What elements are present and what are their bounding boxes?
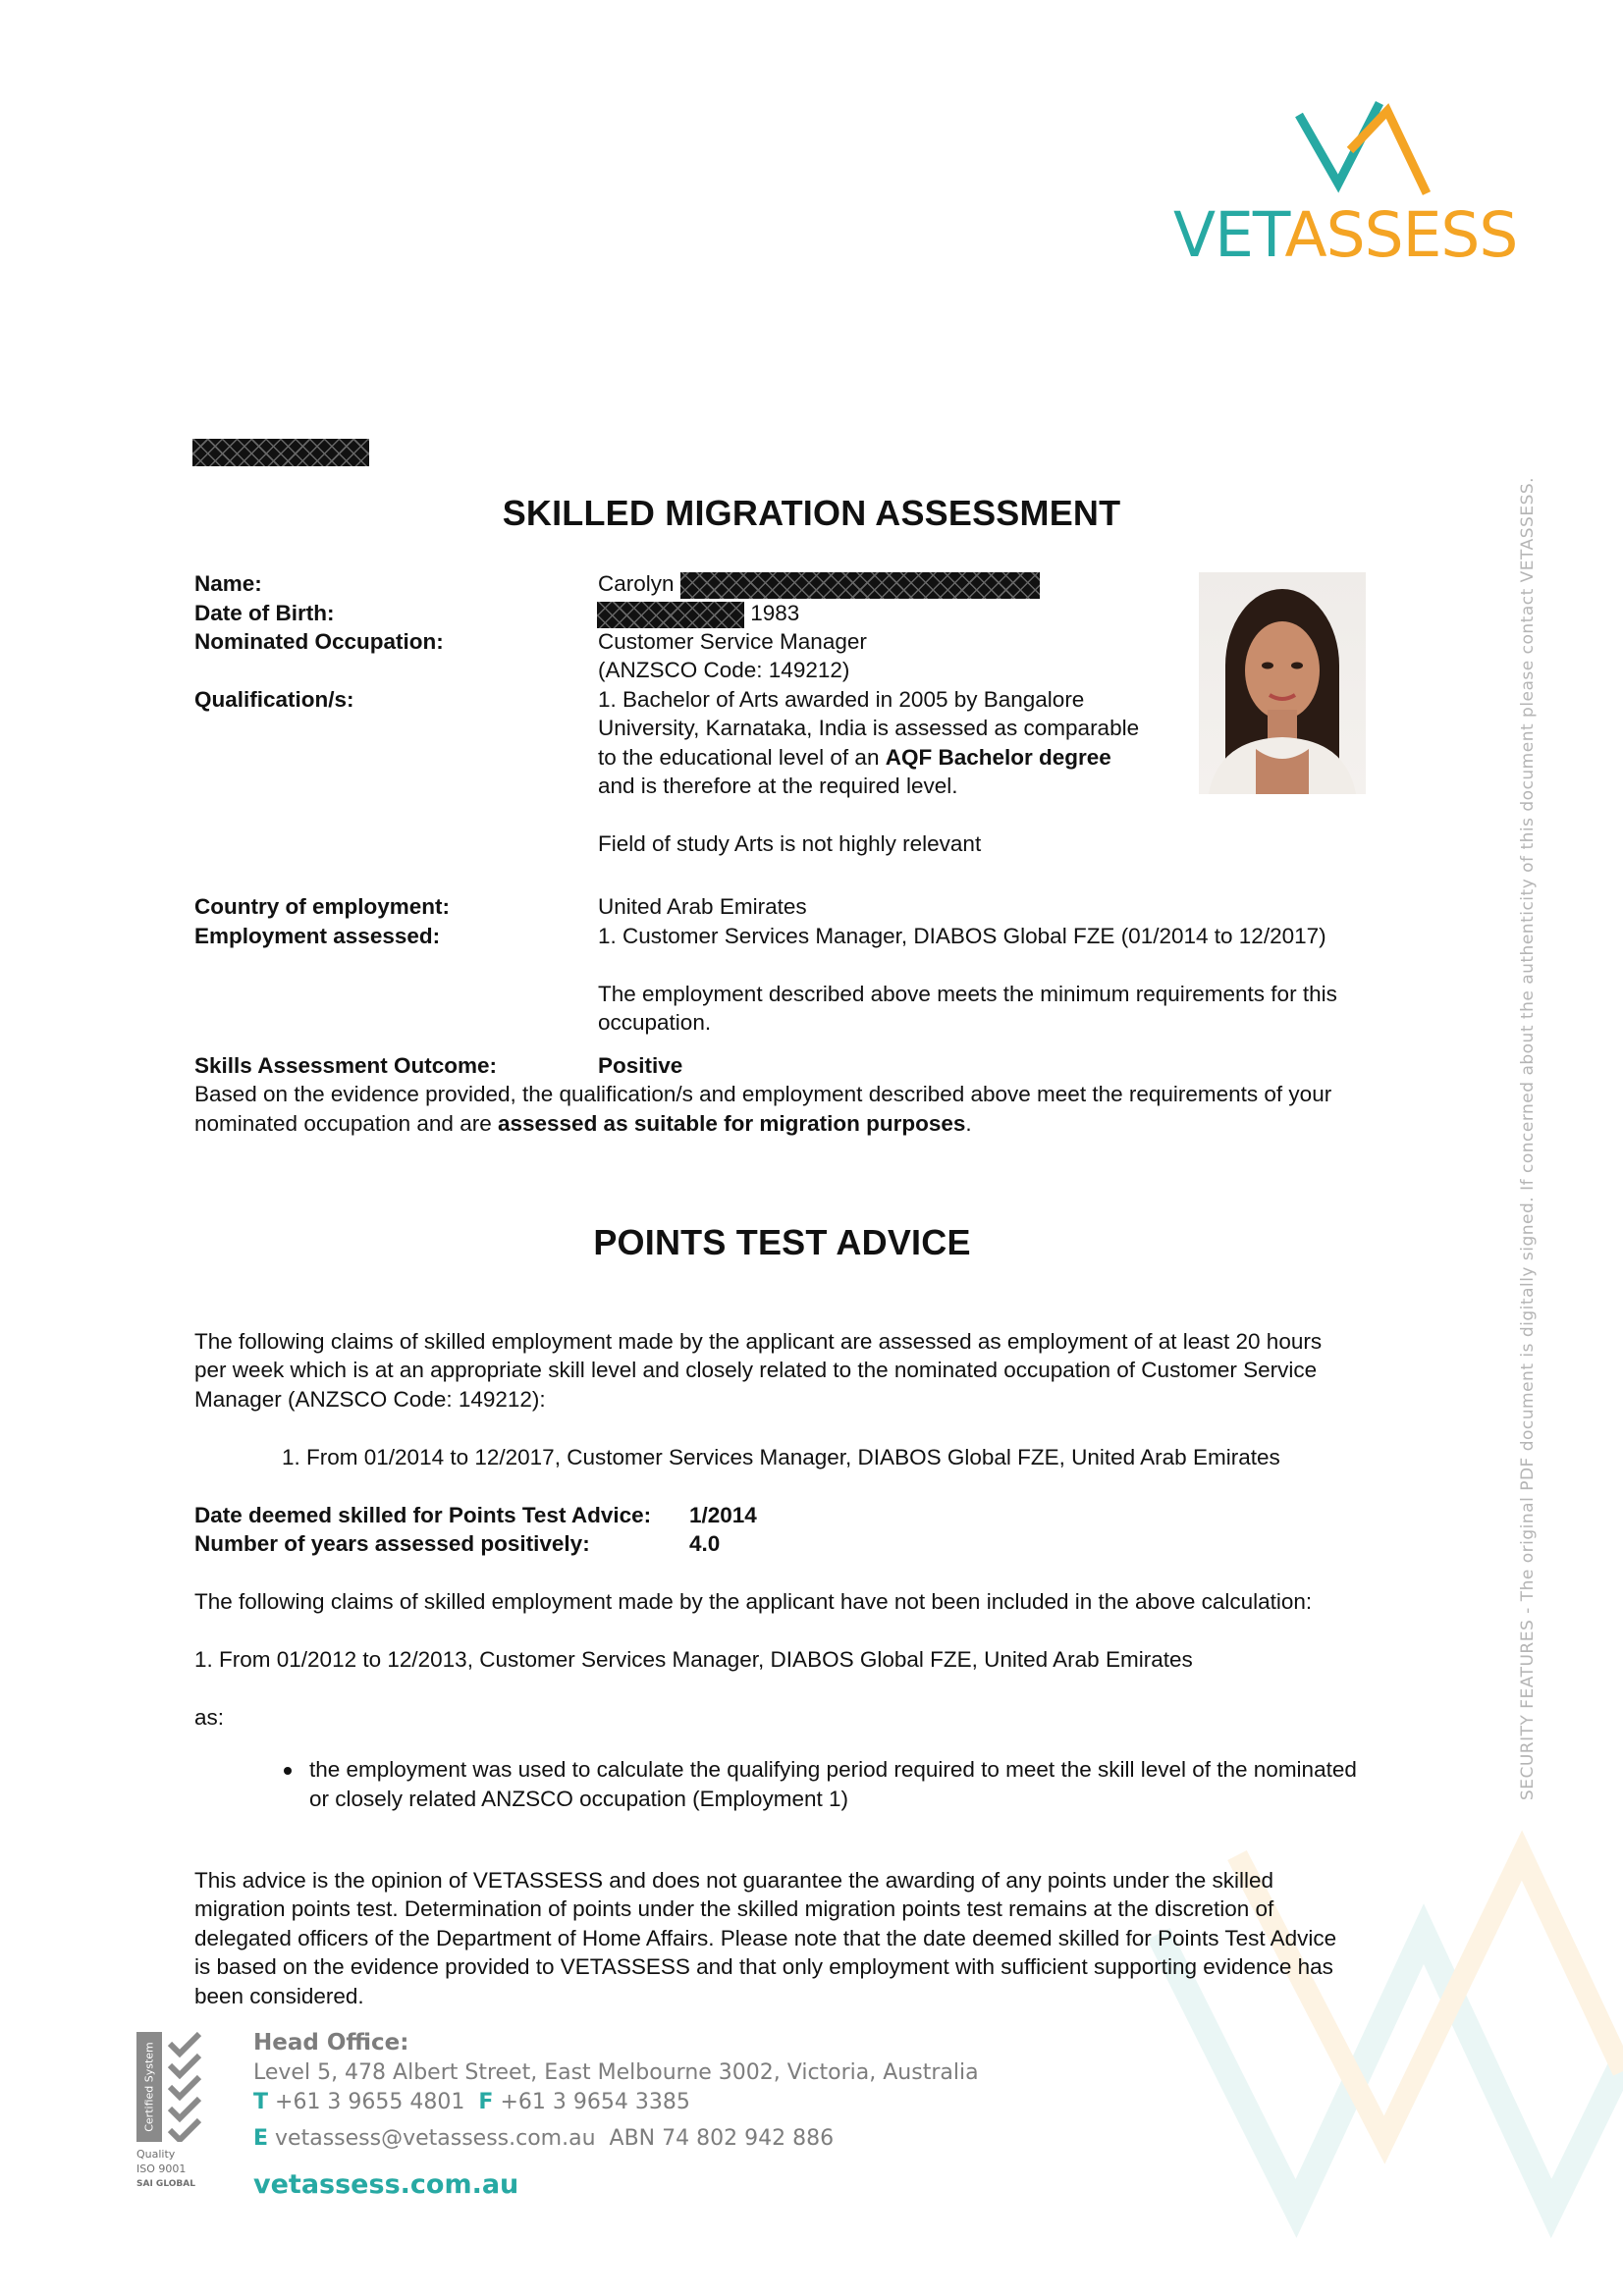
disclaimer-line-2: migration points test. Determination of points under the skilled migration points test remains at the discretion of xyxy=(194,1896,1274,1921)
email-link[interactable]: vetassess@vetassess.com.au xyxy=(275,2126,596,2151)
qualification-line-3-text: to the educational level of an xyxy=(598,745,886,770)
qualification-line-3 xyxy=(598,743,1111,773)
outcome-label: Skills Assessment Outcome: xyxy=(194,1053,498,1078)
logo-mark-icon xyxy=(1281,93,1438,201)
email-abn-line xyxy=(253,2126,834,2151)
portrait-icon xyxy=(1199,572,1366,794)
qualification-label: Qualification/s: xyxy=(194,687,354,712)
bullet-line-2: or closely related ANZSCO occupation (Employment 1) xyxy=(309,1787,848,1811)
outcome-line-1: Based on the evidence provided, the qualification/s and employment described above meet the requirements of your xyxy=(194,1082,1332,1106)
country-value: United Arab Emirates xyxy=(598,894,807,919)
qualification-line-1: 1. Bachelor of Arts awarded in 2005 by Bangalore xyxy=(598,687,1085,712)
name-label: Name: xyxy=(194,571,262,596)
points-intro-line-1: The following claims of skilled employment made by the applicant are assessed as employment of at least 20 hours xyxy=(194,1329,1323,1354)
occupation-label: Nominated Occupation: xyxy=(194,629,444,654)
as-label: as: xyxy=(194,1705,225,1730)
dob-value xyxy=(597,599,799,628)
disclaimer-line-4: is based on the evidence provided to VETASSESS and that only employment with sufficient supporting evidence has xyxy=(194,1954,1333,1979)
points-title: POINTS TEST ADVICE xyxy=(593,1222,971,1262)
points-claim-1: 1. From 01/2014 to 12/2017, Customer Services Manager, DIABOS Global FZE, United Arab Emirates xyxy=(282,1445,1280,1469)
fax-number: +61 3 9654 3385 xyxy=(500,2090,690,2114)
reference-redaction xyxy=(192,439,369,466)
disclaimer-line-3: delegated officers of the Department of Home Affairs. Please note that the date deemed skilled for Points Test Advice xyxy=(194,1926,1337,1950)
head-office-label: Head Office: xyxy=(253,2030,409,2056)
excluded-claim-1: 1. From 01/2012 to 12/2013, Customer Services Manager, DIABOS Global FZE, United Arab Emirates xyxy=(194,1647,1193,1672)
date-skilled-value: 1/2014 xyxy=(689,1503,757,1527)
cert-vertical-text: Certified System xyxy=(142,2042,156,2132)
excluded-intro: The following claims of skilled employment made by the applicant have not been included in the above calculation: xyxy=(194,1589,1313,1614)
employment-note-line-1: The employment described above meets the minimum requirements for this xyxy=(598,982,1337,1006)
outcome-value: Positive xyxy=(598,1053,683,1078)
qualification-line-4: and is therefore at the required level. xyxy=(598,774,958,798)
vetassess-logo xyxy=(1173,93,1537,280)
abn-number: ABN 74 802 942 886 xyxy=(609,2126,835,2151)
cert-sai: SAI GLOBAL xyxy=(136,2179,195,2189)
outcome-line-2-end: . xyxy=(965,1111,972,1136)
qualification-line-2: University, Karnataka, India is assessed as comparable xyxy=(598,716,1140,740)
field-of-study: Field of study Arts is not highly relevant xyxy=(598,831,982,856)
website-link[interactable]: vetassess.com.au xyxy=(253,2169,519,2200)
name-text: Carolyn xyxy=(598,571,675,596)
occupation-value: Customer Service Manager xyxy=(598,629,867,654)
points-intro-line-2: per week which is at an appropriate skill level and closely related to the nominated occupation of Customer Service xyxy=(194,1358,1318,1382)
employment-label: Employment assessed: xyxy=(194,924,441,948)
years-value: 4.0 xyxy=(689,1531,721,1556)
country-label: Country of employment: xyxy=(194,894,451,919)
outcome-line-2 xyxy=(194,1109,972,1139)
dob-redaction xyxy=(597,602,744,628)
security-watermark: SECURITY FEATURES - The original PDF document is digitally signed. If concerned about the authenticity of this document please contact VETASSESS. xyxy=(1518,476,1538,1801)
page-title: SKILLED MIGRATION ASSESSMENT xyxy=(502,493,1121,533)
bullet-dot xyxy=(284,1767,292,1775)
logo-wordmark: VETASSESS xyxy=(1173,199,1518,271)
iso-certification-badge xyxy=(136,2032,215,2199)
applicant-photo xyxy=(1199,572,1366,794)
suitable-text: assessed as suitable for migration purposes xyxy=(497,1111,966,1136)
name-value xyxy=(598,569,1040,599)
dob-label: Date of Birth: xyxy=(194,601,335,625)
disclaimer-line-1: This advice is the opinion of VETASSESS and does not guarantee the awarding of any points under the skilled xyxy=(194,1868,1274,1893)
phone-number[interactable]: +61 3 9655 4801 xyxy=(275,2090,465,2114)
years-label: Number of years assessed positively: xyxy=(194,1531,590,1556)
occupation-code: (ANZSCO Code: 149212) xyxy=(598,658,850,682)
dob-year: 1983 xyxy=(750,601,800,625)
disclaimer-line-5: been considered. xyxy=(194,1984,364,2008)
cert-checkmarks-icon xyxy=(166,2032,209,2142)
date-skilled-label: Date deemed skilled for Points Test Advice: xyxy=(194,1503,652,1527)
email-label: E xyxy=(253,2126,269,2151)
bullet-line-1: the employment was used to calculate the qualifying period required to meet the skill level of the nominated xyxy=(309,1757,1357,1782)
phone-fax-line xyxy=(253,2090,690,2114)
employment-value: 1. Customer Services Manager, DIABOS Global FZE (01/2014 to 12/2017) xyxy=(598,924,1326,948)
name-redaction xyxy=(680,572,1040,599)
cert-vertical-box xyxy=(136,2032,162,2142)
aqf-degree-text: AQF Bachelor degree xyxy=(885,745,1111,770)
cert-iso: ISO 9001 xyxy=(136,2163,187,2175)
cert-quality: Quality xyxy=(136,2148,176,2161)
phone-label: T xyxy=(253,2090,269,2114)
employment-note-line-2: occupation. xyxy=(598,1010,712,1035)
fax-label: F xyxy=(478,2090,494,2114)
office-address: Level 5, 478 Albert Street, East Melbourne 3002, Victoria, Australia xyxy=(253,2060,979,2085)
points-intro-line-3: Manager (ANZSCO Code: 149212): xyxy=(194,1387,546,1412)
outcome-line-2-text: nominated occupation and are xyxy=(194,1111,498,1136)
